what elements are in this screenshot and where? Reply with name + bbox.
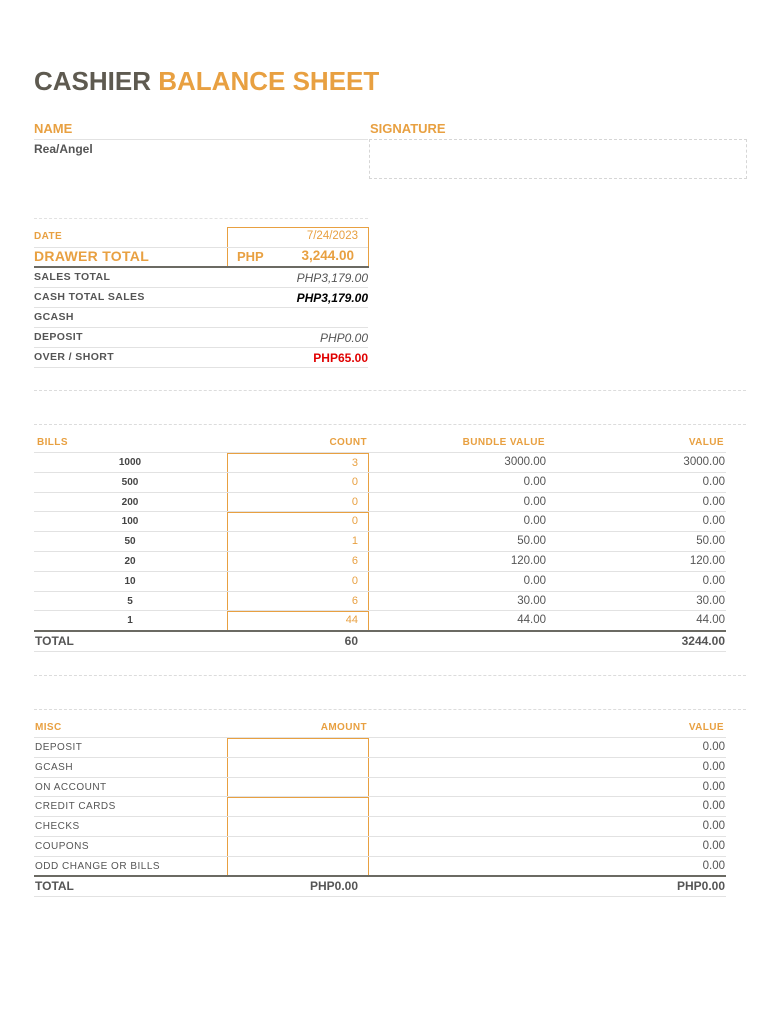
name-label: NAME — [34, 121, 73, 136]
bill-count-input[interactable]: 0 — [227, 512, 369, 532]
misc-total-amount: PHP0.00 — [309, 879, 358, 893]
bill-bundle-value: 0.00 — [523, 496, 546, 508]
misc-row-value: 0.00 — [702, 840, 725, 852]
bill-denomination: 200 — [121, 497, 139, 508]
bill-bundle-value: 120.00 — [510, 555, 546, 567]
bill-count-input[interactable]: 6 — [227, 552, 369, 572]
summary-row-label: CASH TOTAL SALES — [34, 291, 145, 303]
bill-denomination: 1 — [127, 615, 133, 626]
bills-total-label: TOTAL — [35, 634, 74, 648]
drawer-currency: PHP — [237, 249, 264, 264]
misc-header: MISC — [35, 722, 62, 733]
misc-row-label: GCASH — [35, 762, 74, 773]
misc-total-value: PHP0.00 — [676, 879, 725, 893]
misc-amount-input[interactable] — [227, 738, 369, 758]
title-part1: CASHIER — [34, 66, 152, 96]
misc-row-label: ON ACCOUNT — [35, 782, 107, 793]
date-label: DATE — [34, 231, 63, 242]
misc-row-value: 0.00 — [702, 860, 725, 872]
bill-value: 44.00 — [696, 614, 725, 626]
misc-row-label: ODD CHANGE OR BILLS — [35, 861, 161, 872]
bill-bundle-value: 0.00 — [523, 575, 546, 587]
misc-amount-input[interactable] — [227, 778, 369, 798]
bill-count-input[interactable]: 6 — [227, 592, 369, 612]
summary-row-label: DEPOSIT — [34, 331, 83, 343]
bill-bundle-value: 0.00 — [523, 515, 546, 527]
bill-denomination: 500 — [121, 477, 139, 488]
misc-row-label: CREDIT CARDS — [35, 801, 116, 812]
bundle-value-header: BUNDLE VALUE — [462, 437, 545, 448]
misc-row-value: 0.00 — [702, 741, 725, 753]
misc-row-value: 0.00 — [702, 781, 725, 793]
summary-row-value: PHP0.00 — [319, 331, 368, 345]
misc-total-label: TOTAL — [35, 879, 74, 893]
bill-value: 0.00 — [702, 515, 725, 527]
summary-row-value: PHP3,179.00 — [296, 291, 368, 305]
bill-value: 0.00 — [702, 496, 725, 508]
bill-denomination: 1000 — [118, 457, 142, 468]
bill-bundle-value: 0.00 — [523, 476, 546, 488]
bill-count-input[interactable]: 44 — [227, 611, 369, 631]
bills-value-header: VALUE — [688, 437, 724, 448]
bill-count-input[interactable]: 0 — [227, 473, 369, 493]
bills-header: BILLS — [37, 437, 68, 448]
bill-denomination: 5 — [127, 596, 133, 607]
bill-bundle-value: 30.00 — [517, 595, 546, 607]
date-value[interactable]: 7/24/2023 — [306, 230, 358, 242]
title-part2: BALANCE SHEET — [158, 66, 380, 96]
signature-label: SIGNATURE — [370, 121, 446, 136]
drawer-total-value: 3,244.00 — [301, 248, 354, 263]
summary-row-label: GCASH — [34, 311, 74, 323]
drawer-total-label: DRAWER TOTAL — [34, 248, 150, 264]
summary-row-value: PHP3,179.00 — [296, 271, 368, 285]
bill-count-input[interactable]: 3 — [227, 453, 369, 473]
bill-bundle-value: 44.00 — [517, 614, 546, 626]
misc-amount-input[interactable] — [227, 857, 369, 877]
bill-value: 3000.00 — [683, 456, 725, 468]
count-header: COUNT — [329, 437, 367, 448]
bill-bundle-value: 3000.00 — [504, 456, 546, 468]
summary-row-label: SALES TOTAL — [34, 271, 111, 283]
misc-row-label: COUPONS — [35, 841, 90, 852]
page-title — [34, 66, 379, 97]
bill-value: 50.00 — [696, 535, 725, 547]
misc-row-label: DEPOSIT — [35, 742, 83, 753]
bill-bundle-value: 50.00 — [517, 535, 546, 547]
bill-denomination: 20 — [124, 556, 136, 567]
misc-amount-input[interactable] — [227, 758, 369, 778]
misc-row-value: 0.00 — [702, 820, 725, 832]
misc-amount-input[interactable] — [227, 797, 369, 817]
bills-total-count: 60 — [344, 634, 358, 648]
bills-total-value: 3244.00 — [681, 634, 725, 648]
bill-value: 30.00 — [696, 595, 725, 607]
misc-value-header: VALUE — [688, 722, 724, 733]
bill-count-input[interactable]: 0 — [227, 572, 369, 592]
bill-count-input[interactable]: 1 — [227, 532, 369, 552]
bill-denomination: 50 — [124, 536, 136, 547]
bill-value: 0.00 — [702, 476, 725, 488]
summary-row-value: PHP65.00 — [313, 351, 368, 365]
bill-denomination: 100 — [121, 516, 139, 527]
signature-field[interactable] — [369, 139, 747, 179]
misc-row-value: 0.00 — [702, 761, 725, 773]
bill-value: 120.00 — [689, 555, 725, 567]
bill-denomination: 10 — [124, 576, 136, 587]
bill-count-input[interactable]: 0 — [227, 493, 369, 513]
name-value[interactable]: Rea/Angel — [34, 142, 93, 156]
misc-amount-input[interactable] — [227, 837, 369, 857]
misc-row-label: CHECKS — [35, 821, 80, 832]
misc-amount-input[interactable] — [227, 817, 369, 837]
summary-row-label: OVER / SHORT — [34, 351, 115, 363]
amount-header: AMOUNT — [320, 722, 367, 733]
misc-row-value: 0.00 — [702, 800, 725, 812]
bill-value: 0.00 — [702, 575, 725, 587]
